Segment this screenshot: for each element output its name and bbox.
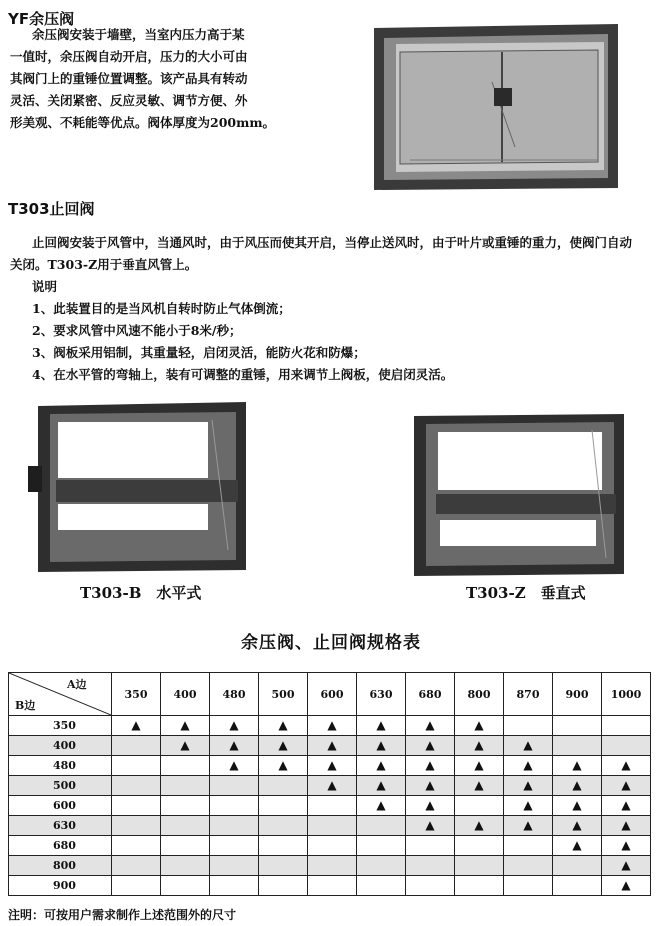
availability-triangle-icon: ▲ xyxy=(131,718,141,732)
t303-line: 关闭。T303-Z用于垂直风管上。 xyxy=(10,257,198,272)
spec-cell xyxy=(602,816,651,836)
yf-line: 余压阀安装于墙壁，当室内压力高于某 xyxy=(32,27,245,42)
availability-triangle-icon: ▲ xyxy=(425,778,435,792)
spec-cell xyxy=(553,716,602,736)
availability-triangle-icon: ▲ xyxy=(425,758,435,772)
spec-cell xyxy=(357,796,406,816)
a-size-header: 630 xyxy=(357,673,406,716)
availability-triangle-icon: ▲ xyxy=(523,778,533,792)
spec-cell xyxy=(406,796,455,816)
availability-triangle-icon: ▲ xyxy=(327,738,337,752)
spec-cell xyxy=(602,836,651,856)
spec-cell xyxy=(308,756,357,776)
spec-cell xyxy=(308,716,357,736)
spec-cell xyxy=(406,816,455,836)
spec-cell xyxy=(504,776,553,796)
spec-cell xyxy=(161,816,210,836)
spec-cell xyxy=(504,856,553,876)
a-size-header: 900 xyxy=(553,673,602,716)
spec-cell xyxy=(455,876,504,896)
spec-cell xyxy=(553,836,602,856)
yf-line: 其阀门上的重锤位置调整。该产品具有转动 xyxy=(10,71,248,86)
availability-triangle-icon: ▲ xyxy=(327,758,337,772)
availability-triangle-icon: ▲ xyxy=(474,778,484,792)
spec-cell xyxy=(112,736,161,756)
b-size-cell: 400 xyxy=(9,736,112,756)
availability-triangle-icon: ▲ xyxy=(278,718,288,732)
spec-cell xyxy=(161,856,210,876)
spec-cell xyxy=(406,776,455,796)
table-row xyxy=(9,836,651,856)
spec-cell xyxy=(259,856,308,876)
spec-cell xyxy=(602,876,651,896)
spec-cell xyxy=(112,756,161,776)
availability-triangle-icon: ▲ xyxy=(229,758,239,772)
spec-cell xyxy=(112,716,161,736)
yf-line: 灵活、关闭紧密、反应灵敏、调节方便、外 xyxy=(10,93,248,108)
spec-cell xyxy=(210,756,259,776)
b-size-cell: 800 xyxy=(9,856,112,876)
spec-cell xyxy=(259,776,308,796)
spec-cell xyxy=(504,756,553,776)
availability-triangle-icon: ▲ xyxy=(474,818,484,832)
yf-line: 一值时，余压阀自动开启，压力的大小可由 xyxy=(10,49,248,64)
spec-cell xyxy=(602,796,651,816)
a-axis-label: A边 xyxy=(67,678,87,691)
spec-cell xyxy=(112,856,161,876)
spec-cell xyxy=(504,816,553,836)
b-size-cell: 480 xyxy=(9,756,112,776)
a-size-header: 400 xyxy=(161,673,210,716)
b-size-cell: 630 xyxy=(9,816,112,836)
t303-z-photo xyxy=(410,412,635,577)
availability-triangle-icon: ▲ xyxy=(278,758,288,772)
table-row xyxy=(9,796,651,816)
availability-triangle-icon: ▲ xyxy=(621,858,631,872)
availability-triangle-icon: ▲ xyxy=(278,738,288,752)
spec-table-body xyxy=(9,716,651,896)
spec-cell xyxy=(308,856,357,876)
spec-cell xyxy=(455,736,504,756)
spec-cell xyxy=(455,836,504,856)
spec-cell xyxy=(161,776,210,796)
availability-triangle-icon: ▲ xyxy=(572,818,582,832)
spec-cell xyxy=(455,756,504,776)
caption-t303-b: T303-B 水平式 xyxy=(80,584,202,602)
availability-triangle-icon: ▲ xyxy=(621,758,631,772)
spec-cell xyxy=(210,736,259,756)
a-size-header: 350 xyxy=(112,673,161,716)
availability-triangle-icon: ▲ xyxy=(376,778,386,792)
availability-triangle-icon: ▲ xyxy=(523,738,533,752)
spec-cell xyxy=(259,716,308,736)
a-size-header: 870 xyxy=(504,673,553,716)
spec-cell xyxy=(406,736,455,756)
spec-cell xyxy=(357,836,406,856)
a-size-header: 480 xyxy=(210,673,259,716)
spec-cell xyxy=(553,876,602,896)
table-row xyxy=(9,776,651,796)
spec-cell xyxy=(161,736,210,756)
b-size-cell: 500 xyxy=(9,776,112,796)
availability-triangle-icon: ▲ xyxy=(572,758,582,772)
availability-triangle-icon: ▲ xyxy=(376,718,386,732)
spec-cell xyxy=(602,776,651,796)
a-size-header: 680 xyxy=(406,673,455,716)
caption-t303-z: T303-Z 垂直式 xyxy=(466,584,586,602)
availability-triangle-icon: ▲ xyxy=(572,838,582,852)
spec-cell xyxy=(161,756,210,776)
spec-cell xyxy=(602,736,651,756)
spec-cell xyxy=(112,876,161,896)
table-row xyxy=(9,716,651,736)
spec-table xyxy=(8,672,651,896)
spec-cell xyxy=(210,856,259,876)
availability-triangle-icon: ▲ xyxy=(621,798,631,812)
spec-cell xyxy=(504,796,553,816)
b-size-cell: 900 xyxy=(9,876,112,896)
table-row xyxy=(9,756,651,776)
availability-triangle-icon: ▲ xyxy=(425,798,435,812)
yf-valve-photo xyxy=(370,22,630,192)
availability-triangle-icon: ▲ xyxy=(523,818,533,832)
a-size-header: 500 xyxy=(259,673,308,716)
availability-triangle-icon: ▲ xyxy=(425,738,435,752)
spec-cell xyxy=(210,816,259,836)
spec-cell xyxy=(406,716,455,736)
spec-cell xyxy=(504,836,553,856)
spec-cell xyxy=(259,836,308,856)
availability-triangle-icon: ▲ xyxy=(572,778,582,792)
spec-cell xyxy=(357,736,406,756)
spec-cell xyxy=(210,716,259,736)
availability-triangle-icon: ▲ xyxy=(229,738,239,752)
availability-triangle-icon: ▲ xyxy=(376,758,386,772)
b-size-cell: 680 xyxy=(9,836,112,856)
spec-cell xyxy=(357,776,406,796)
a-size-header: 800 xyxy=(455,673,504,716)
spec-cell xyxy=(259,796,308,816)
spec-cell xyxy=(112,836,161,856)
spec-cell xyxy=(553,776,602,796)
spec-cell xyxy=(308,876,357,896)
spec-cell xyxy=(357,876,406,896)
spec-cell xyxy=(210,876,259,896)
b-size-cell: 350 xyxy=(9,716,112,736)
spec-cell xyxy=(455,856,504,876)
spec-cell xyxy=(504,716,553,736)
note-item: 4、在水平管的弯轴上，装有可调整的重锤，用来调节上阀板，使启闭灵活。 xyxy=(32,367,454,382)
spec-cell xyxy=(455,776,504,796)
spec-cell xyxy=(455,816,504,836)
availability-triangle-icon: ▲ xyxy=(621,878,631,892)
spec-cell xyxy=(210,776,259,796)
a-size-header: 1000 xyxy=(602,673,651,716)
spec-cell xyxy=(357,856,406,876)
spec-cell xyxy=(357,716,406,736)
availability-triangle-icon: ▲ xyxy=(621,838,631,852)
spec-cell xyxy=(504,736,553,756)
availability-triangle-icon: ▲ xyxy=(474,758,484,772)
spec-table-title: 余压阀、止回阀规格表 xyxy=(241,633,421,653)
note-item: 3、阀板采用铝制，其重量轻，启闭灵活，能防火花和防爆； xyxy=(32,345,366,360)
availability-triangle-icon: ▲ xyxy=(523,758,533,772)
availability-triangle-icon: ▲ xyxy=(425,718,435,732)
spec-cell xyxy=(406,856,455,876)
section-title-yf: YF余压阀 xyxy=(8,10,75,28)
table-row xyxy=(9,736,651,756)
corner-cell xyxy=(9,673,112,716)
spec-cell xyxy=(259,816,308,836)
notes-heading: 说明 xyxy=(32,279,58,294)
spec-cell xyxy=(602,756,651,776)
table-row xyxy=(9,856,651,876)
spec-cell xyxy=(553,856,602,876)
availability-triangle-icon: ▲ xyxy=(425,818,435,832)
footer-note: 注明：可按用户需求制作上述范围外的尺寸 xyxy=(8,908,237,922)
spec-cell xyxy=(308,776,357,796)
spec-cell xyxy=(553,796,602,816)
spec-cell xyxy=(259,736,308,756)
availability-triangle-icon: ▲ xyxy=(621,818,631,832)
spec-cell xyxy=(308,816,357,836)
note-item: 1、此装置目的是当风机自转时防止气体倒流； xyxy=(32,301,291,316)
table-row xyxy=(9,816,651,836)
availability-triangle-icon: ▲ xyxy=(621,778,631,792)
spec-cell xyxy=(112,816,161,836)
availability-triangle-icon: ▲ xyxy=(523,798,533,812)
spec-cell xyxy=(112,776,161,796)
spec-cell xyxy=(161,876,210,896)
spec-cell xyxy=(602,856,651,876)
yf-description xyxy=(10,24,276,134)
spec-cell xyxy=(161,836,210,856)
table-row xyxy=(9,876,651,896)
spec-cell xyxy=(308,836,357,856)
spec-cell xyxy=(553,816,602,836)
spec-cell xyxy=(455,796,504,816)
spec-cell xyxy=(259,756,308,776)
spec-cell xyxy=(210,836,259,856)
spec-cell xyxy=(406,836,455,856)
section-title-t303: T303止回阀 xyxy=(8,200,95,218)
spec-cell xyxy=(406,756,455,776)
spec-cell xyxy=(455,716,504,736)
availability-triangle-icon: ▲ xyxy=(180,718,190,732)
spec-cell xyxy=(161,796,210,816)
t303-line: 止回阀安装于风管中，当通风时，由于风压而使其开启，当停止送风时，由于叶片或重锤的重力，使阀门自动 xyxy=(32,235,633,250)
spec-cell xyxy=(308,796,357,816)
t303-b-photo xyxy=(24,400,254,575)
spec-cell xyxy=(259,876,308,896)
spec-cell xyxy=(357,816,406,836)
spec-cell xyxy=(553,736,602,756)
spec-cell xyxy=(308,736,357,756)
t303-description xyxy=(10,232,658,386)
b-axis-label: B边 xyxy=(15,699,36,712)
spec-table-header xyxy=(9,673,651,716)
spec-cell xyxy=(406,876,455,896)
b-size-cell: 600 xyxy=(9,796,112,816)
yf-line: 形美观、不耗能等优点。阀体厚度为200mm。 xyxy=(10,115,276,130)
availability-triangle-icon: ▲ xyxy=(376,738,386,752)
a-size-header: 600 xyxy=(308,673,357,716)
spec-cell xyxy=(161,716,210,736)
spec-cell xyxy=(553,756,602,776)
spec-cell xyxy=(210,796,259,816)
availability-triangle-icon: ▲ xyxy=(327,778,337,792)
spec-cell xyxy=(112,796,161,816)
availability-triangle-icon: ▲ xyxy=(327,718,337,732)
note-item: 2、要求风管中风速不能小于8米/秒； xyxy=(32,323,242,338)
availability-triangle-icon: ▲ xyxy=(474,738,484,752)
availability-triangle-icon: ▲ xyxy=(180,738,190,752)
spec-cell xyxy=(357,756,406,776)
spec-cell xyxy=(504,876,553,896)
availability-triangle-icon: ▲ xyxy=(376,798,386,812)
availability-triangle-icon: ▲ xyxy=(572,798,582,812)
availability-triangle-icon: ▲ xyxy=(229,718,239,732)
spec-cell xyxy=(602,716,651,736)
availability-triangle-icon: ▲ xyxy=(474,718,484,732)
